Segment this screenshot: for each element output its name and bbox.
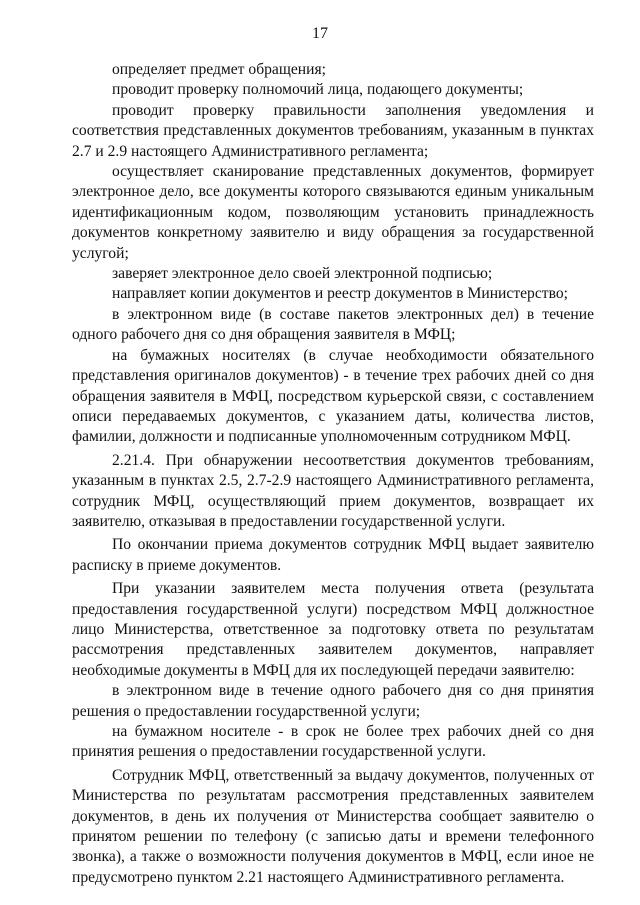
paragraph-authority-check: проводит проверку полномочий лица, подающего документы; <box>112 81 524 99</box>
paragraph-notification-check: проводит проверку правильности заполнения уведомления и соответствия представленных документов требованиям, указанным в пунктах 2.7 и 2.9 настоящего Административного регламента; <box>72 101 594 160</box>
paragraph-paper-delivery: на бумажных носителях (в случае необходимости обязательного представления оригиналов документов) - в течение трех рабочих дней со дня обращения заявителя в МФЦ, посредством курьерской связи, с составлением описи передаваемых документов, с указанием даты, количества листов, фамилии, должности и подписанные уполномоченным сотрудником МФЦ. <box>72 346 594 446</box>
paragraph-subject: определяет предмет обращения; <box>112 61 326 78</box>
paragraph-issuing-officer: Сотрудник МФЦ, ответственный за выдачу документов, полученных от Министерства по результатам рассмотрения представленных заявителем документов, в день их получения от Министерства сообщает заявителю о принятом решении по телефону (с записью даты и времени телефонного звонка), а также о возможности получения документов в МФЦ, если иное не предусмотрено пунктом 2.21 настоящего Административного регламента. <box>72 766 594 886</box>
paragraph-response-place: При указании заявителем места получения ответа (результата предоставления государственной услуги) посредством МФЦ должностное лицо Министерства, ответственное за подготовку ответа по результатам рассмотрения представленных заявителем документов, направляет необходимые документы в МФЦ для их последующей передачи заявителю: <box>72 580 594 679</box>
document-body <box>72 60 594 888</box>
page-number: 17 <box>312 25 328 42</box>
paragraph-response-paper: на бумажном носителе - в срок не более трех рабочих дней со дня принятия решения о предоставлении государственной услуги. <box>72 723 594 761</box>
paragraph-2-21-4: 2.21.4. При обнаружении несоответствия документов требованиям, указанным в пунктах 2.5, 2.7-2.9 настоящего Административного регламента, сотрудник МФЦ, осуществляющий прием документов, возвращает их заявителю, отказывая в предоставлении государственной услуги. <box>72 451 594 530</box>
paragraph-response-electronic: в электронном виде в течение одного рабочего дня со дня принятия решения о предоставлении государственной услуги; <box>72 682 594 720</box>
paragraph-receipt: По окончании приема документов сотрудник МФЦ выдает заявителю расписку в приеме документов. <box>72 536 594 574</box>
paragraph-signature: заверяет электронное дело своей электронной подписью; <box>112 265 493 283</box>
paragraph-scanning: осуществляет сканирование представленных документов, формирует электронное дело, все документы которого связываются единым уникальным идентификационным кодом, позволяющим установить принадлежность документов конкретному заявителю и виду обращения за государственной услугой; <box>72 163 594 262</box>
paragraph-send-copies: направляет копии документов и реестр документов в Министерство; <box>112 285 568 303</box>
paragraph-electronic-delivery: в электронном виде (в составе пакетов электронных дел) в течение одного рабочего дня со дня обращения заявителя в МФЦ; <box>72 305 594 344</box>
